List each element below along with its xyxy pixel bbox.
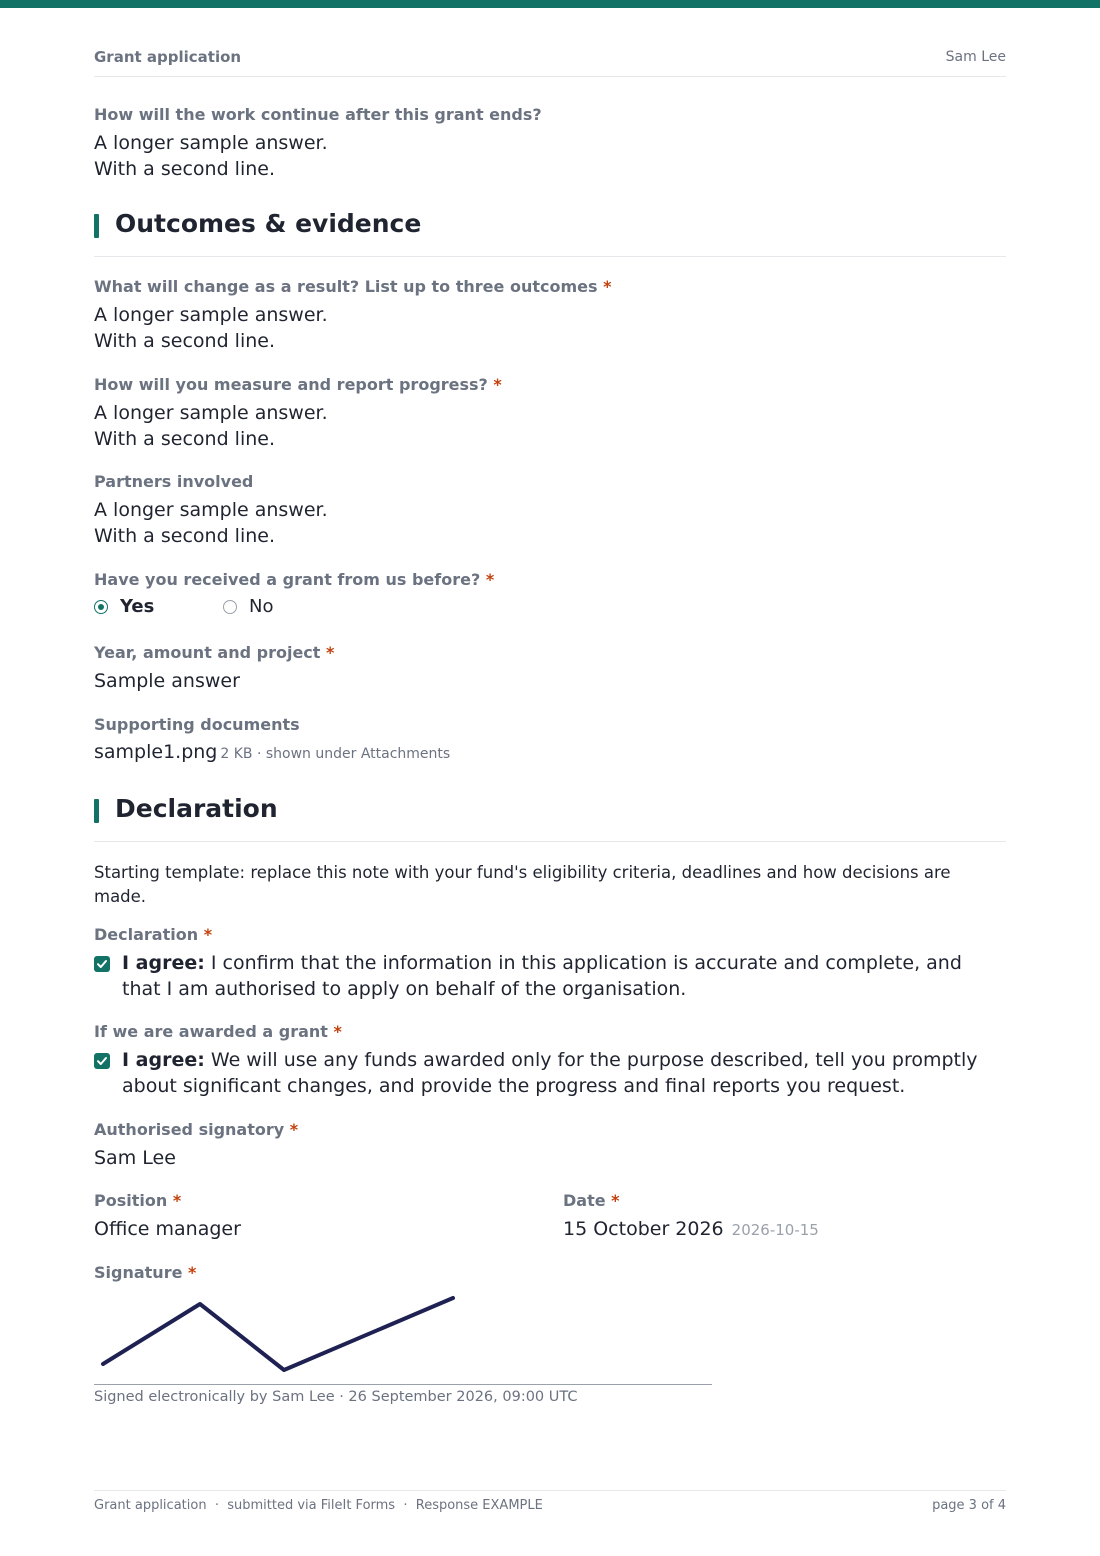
- field-answer: Sam Lee: [94, 1147, 176, 1169]
- field-signature: [94, 1263, 1006, 1283]
- required-marker: *: [333, 1022, 342, 1041]
- section-marker: [94, 799, 99, 823]
- field-label: Supporting documents: [94, 715, 300, 734]
- field-label: [94, 277, 1006, 297]
- field-label: [94, 643, 1006, 663]
- field-supporting-documents: [94, 715, 1006, 763]
- field-label: [94, 1263, 1006, 1283]
- field-outcomes-change: [94, 277, 1006, 354]
- field-label: [94, 570, 1006, 590]
- radio-selected-icon: [94, 600, 108, 614]
- attachment: [94, 741, 1006, 763]
- required-marker: *: [289, 1120, 299, 1139]
- label-text: Authorised signatory: [94, 1120, 285, 1139]
- checkbox-checked-icon: [94, 956, 110, 972]
- field-awarded-grant: [94, 1022, 1006, 1099]
- answer-line: A longer sample answer.: [94, 499, 328, 521]
- page-footer: [94, 1490, 1006, 1513]
- label-text: Signature: [94, 1263, 183, 1282]
- date-iso: 2026-10-15: [731, 1221, 819, 1239]
- agree-checkbox-awarded[interactable]: [94, 1047, 1006, 1099]
- required-marker: *: [172, 1191, 182, 1210]
- signature-caption: Signed electronically by Sam Lee · 26 September 2026, 09:00 UTC: [94, 1389, 578, 1405]
- field-previous-grant: [94, 570, 1006, 620]
- field-answer: [94, 130, 1006, 182]
- attachment-filename[interactable]: sample1.png: [94, 741, 218, 763]
- required-marker: *: [493, 375, 502, 394]
- section-marker: [94, 214, 99, 238]
- agree-checkbox-declaration[interactable]: [94, 950, 1006, 1002]
- label-text: Have you received a grant from us before?: [94, 570, 481, 589]
- field-answer: [94, 497, 1006, 549]
- field-date: [563, 1191, 1003, 1243]
- label-text: How will you measure and report progress?: [94, 375, 488, 394]
- checkbox-checked-icon: [94, 1053, 110, 1069]
- answer-line: A longer sample answer.: [94, 132, 328, 154]
- running-header: [94, 48, 1006, 77]
- footer-source: Grant application · submitted via FileIt Forms · Response EXAMPLE: [94, 1498, 543, 1513]
- field-declaration: [94, 925, 1006, 1002]
- top-accent-bar: [0, 0, 1100, 8]
- field-answer: [94, 400, 1006, 452]
- answer-line: With a second line.: [94, 330, 275, 352]
- radio-empty-icon: [223, 600, 237, 614]
- label-text: Date: [563, 1191, 606, 1210]
- field-label: [94, 1191, 534, 1211]
- required-marker: *: [485, 570, 495, 589]
- signature-image: [94, 1290, 714, 1382]
- answer-line: With a second line.: [94, 525, 275, 547]
- radio-group: [94, 596, 1006, 620]
- field-authorised-signatory: [94, 1120, 1006, 1171]
- section-declaration: [94, 794, 1006, 842]
- attachment-meta: 2 KB · shown under Attachments: [220, 746, 451, 762]
- label-text: If we are awarded a grant: [94, 1022, 328, 1041]
- field-label: How will the work continue after this grant ends?: [94, 105, 542, 124]
- required-marker: *: [188, 1263, 197, 1282]
- declaration-note: Starting template: replace this note with your fund's eligibility criteria, deadlines and how decisions are made.: [94, 863, 951, 906]
- answer-line: A longer sample answer.: [94, 304, 328, 326]
- field-label: [94, 1120, 1006, 1140]
- field-answer: Office manager: [94, 1218, 241, 1240]
- agree-text: I confirm that the information in this application is accurate and complete, and that I am authorised to apply on behalf of the organisation.: [122, 952, 962, 1000]
- radio-label: No: [249, 596, 274, 617]
- agree-text: We will use any funds awarded only for the purpose described, tell you promptly about significant changes, and provide the progress and final reports you request.: [122, 1049, 978, 1097]
- field-partners: [94, 472, 1006, 549]
- field-continuation: [94, 105, 1006, 182]
- field-position: [94, 1191, 534, 1242]
- answer-line: With a second line.: [94, 158, 275, 180]
- signature-baseline: [94, 1384, 712, 1385]
- field-label: [94, 925, 1006, 945]
- required-marker: *: [203, 925, 213, 944]
- label-text: What will change as a result? List up to three outcomes: [94, 277, 598, 296]
- respondent-name: Sam Lee: [945, 49, 1006, 65]
- answer-line: With a second line.: [94, 428, 275, 450]
- label-text: Declaration: [94, 925, 199, 944]
- field-label: [94, 1022, 1006, 1042]
- field-answer: Sample answer: [94, 670, 240, 692]
- section-outcomes: [94, 209, 1006, 257]
- agree-label: I agree:: [122, 952, 205, 974]
- agree-label: I agree:: [122, 1049, 205, 1071]
- field-label: Partners involved: [94, 472, 254, 491]
- field-label: [94, 375, 1006, 395]
- section-title: Declaration: [115, 794, 278, 823]
- document-title: Grant application: [94, 48, 242, 66]
- radio-label: Yes: [120, 596, 155, 617]
- field-year-amount: [94, 643, 1006, 694]
- section-title: Outcomes & evidence: [115, 209, 422, 238]
- field-measure-progress: [94, 375, 1006, 452]
- field-answer: [94, 302, 1006, 354]
- answer-line: A longer sample answer.: [94, 402, 328, 424]
- required-marker: *: [326, 643, 335, 662]
- date-value: 15 October 2026: [563, 1218, 724, 1240]
- required-marker: *: [603, 277, 612, 296]
- label-text: Year, amount and project: [94, 643, 321, 662]
- page-number: page 3 of 4: [932, 1498, 1006, 1513]
- field-answer: [563, 1216, 1003, 1243]
- required-marker: *: [611, 1191, 620, 1210]
- label-text: Position: [94, 1191, 168, 1210]
- field-label: [563, 1191, 1003, 1211]
